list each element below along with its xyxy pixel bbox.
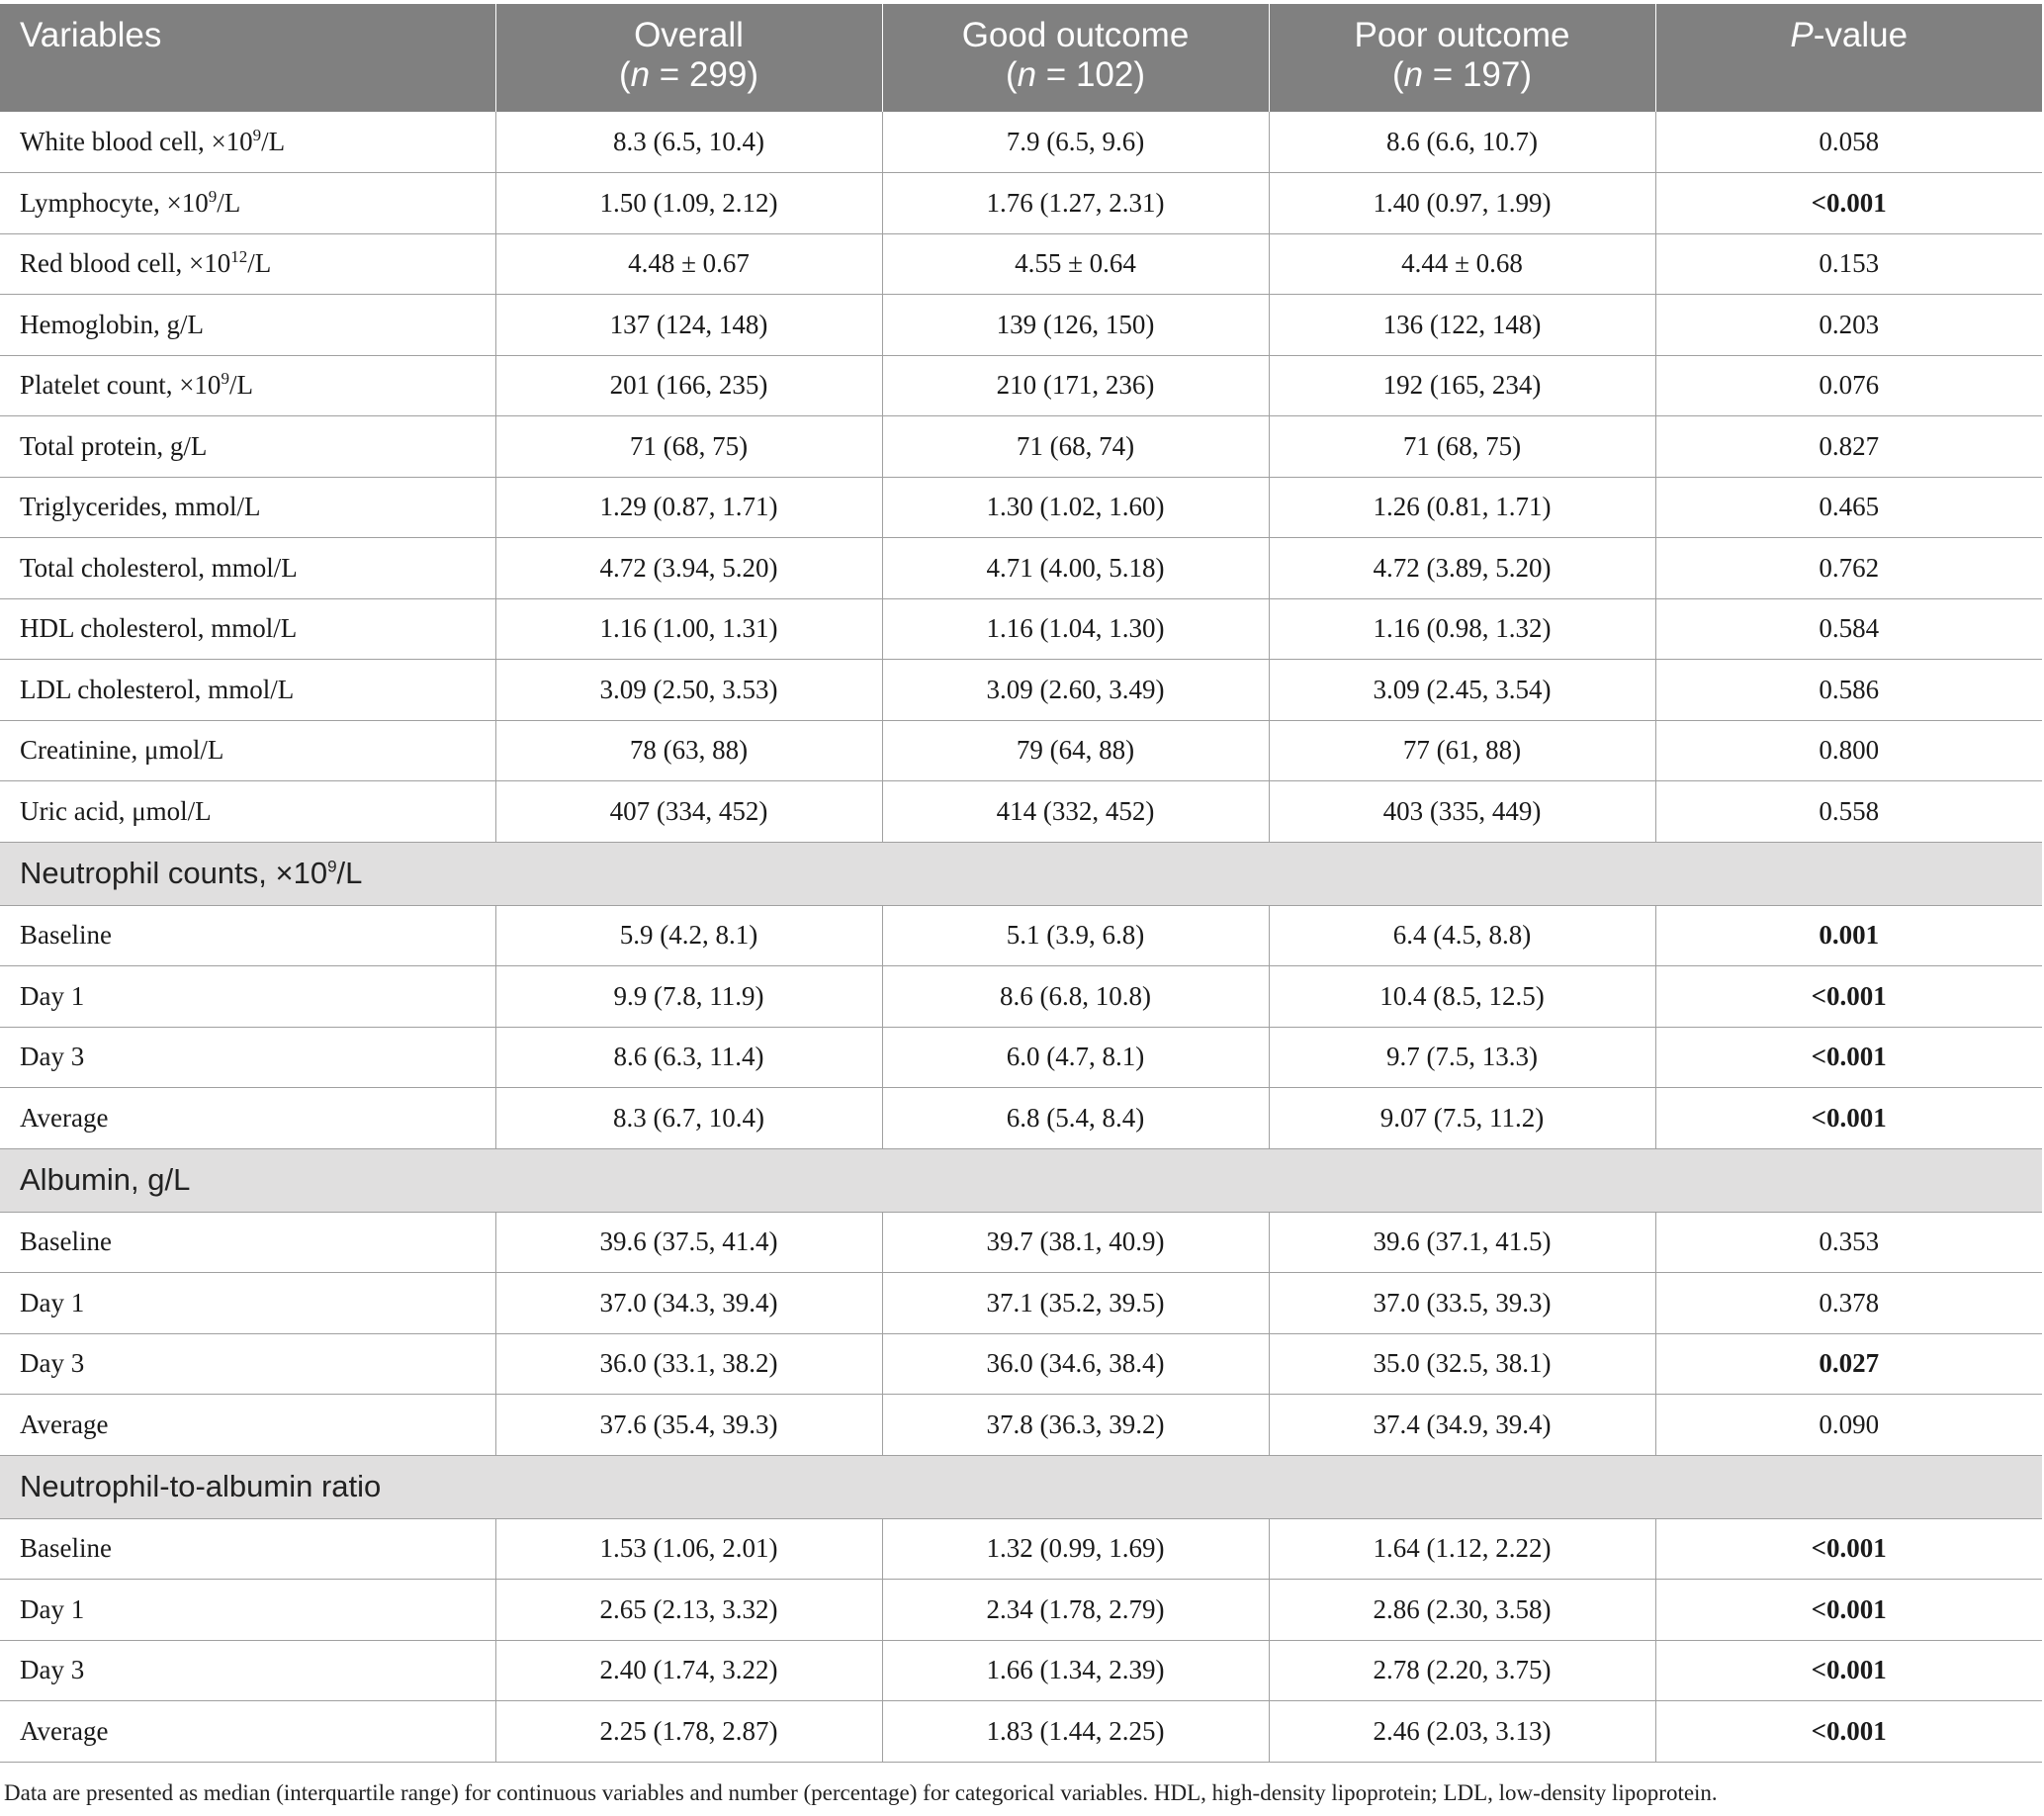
p-value: <0.001 [1655, 1088, 2042, 1149]
row-label [0, 173, 495, 234]
header-good-outcome: Good outcome (n = 102) [882, 4, 1269, 112]
poor-outcome-value: 3.09 (2.45, 3.54) [1269, 660, 1655, 721]
row-label-text: Creatinine, μmol/L [20, 735, 224, 766]
row-label [0, 233, 495, 295]
good-outcome-value: 5.1 (3.9, 6.8) [882, 905, 1269, 966]
poor-outcome-value: 4.72 (3.89, 5.20) [1269, 538, 1655, 599]
p-value: 0.353 [1655, 1212, 2042, 1273]
overall-value: 39.6 (37.5, 41.4) [495, 1212, 882, 1273]
header-overall: Overall (n = 299) [495, 4, 882, 112]
p-value: 0.558 [1655, 781, 2042, 843]
p-value: 0.586 [1655, 660, 2042, 721]
p-value: <0.001 [1655, 1580, 2042, 1641]
good-outcome-value: 1.32 (0.99, 1.69) [882, 1518, 1269, 1580]
section-header-row [0, 1455, 2042, 1518]
table-row [0, 660, 2042, 721]
row-label [0, 295, 495, 356]
row-label: Day 3 [0, 1333, 495, 1395]
table-row [0, 966, 2042, 1028]
row-label: Day 3 [0, 1027, 495, 1088]
row-label [0, 720, 495, 781]
good-outcome-value: 1.30 (1.02, 1.60) [882, 477, 1269, 538]
row-label [0, 112, 495, 173]
row-label-text: Lymphocyte, ×10 [20, 187, 209, 218]
good-outcome-value: 37.8 (36.3, 39.2) [882, 1395, 1269, 1456]
poor-outcome-value: 6.4 (4.5, 8.8) [1269, 905, 1655, 966]
poor-outcome-value: 71 (68, 75) [1269, 416, 1655, 478]
section-title [0, 1148, 2042, 1212]
good-outcome-value: 39.7 (38.1, 40.9) [882, 1212, 1269, 1273]
good-outcome-value: 8.6 (6.8, 10.8) [882, 966, 1269, 1028]
row-label-unit: /L [261, 127, 286, 156]
overall-value: 3.09 (2.50, 3.53) [495, 660, 882, 721]
good-outcome-value: 4.71 (4.00, 5.18) [882, 538, 1269, 599]
table-row [0, 1088, 2042, 1149]
row-label-superscript: 12 [230, 247, 248, 267]
row-label-text: Red blood cell, ×10 [20, 248, 231, 279]
overall-value: 37.6 (35.4, 39.3) [495, 1395, 882, 1456]
p-value: 0.001 [1655, 905, 2042, 966]
overall-value: 2.25 (1.78, 2.87) [495, 1701, 882, 1763]
good-outcome-value: 1.16 (1.04, 1.30) [882, 598, 1269, 660]
overall-value: 2.40 (1.74, 3.22) [495, 1640, 882, 1701]
good-outcome-value: 7.9 (6.5, 9.6) [882, 112, 1269, 173]
section-header-row [0, 1148, 2042, 1212]
poor-outcome-value: 403 (335, 449) [1269, 781, 1655, 843]
row-label: Day 1 [0, 1273, 495, 1334]
overall-value: 9.9 (7.8, 11.9) [495, 966, 882, 1028]
table-row [0, 1212, 2042, 1273]
overall-value: 78 (63, 88) [495, 720, 882, 781]
table-header [0, 4, 2042, 112]
row-label-text: Triglycerides, mmol/L [20, 492, 261, 522]
poor-outcome-value: 1.40 (0.97, 1.99) [1269, 173, 1655, 234]
table-body [0, 112, 2042, 1762]
table-row [0, 355, 2042, 416]
table-row [0, 1395, 2042, 1456]
poor-outcome-value: 9.7 (7.5, 13.3) [1269, 1027, 1655, 1088]
p-value: 0.058 [1655, 112, 2042, 173]
good-outcome-value: 3.09 (2.60, 3.49) [882, 660, 1269, 721]
header-p-value: P-value [1655, 4, 2042, 112]
p-value: 0.800 [1655, 720, 2042, 781]
overall-value: 5.9 (4.2, 8.1) [495, 905, 882, 966]
poor-outcome-value: 136 (122, 148) [1269, 295, 1655, 356]
table-row [0, 1027, 2042, 1088]
row-label [0, 477, 495, 538]
row-label: Day 3 [0, 1640, 495, 1701]
row-label-text: Total protein, g/L [20, 430, 208, 461]
p-value: <0.001 [1655, 1027, 2042, 1088]
row-label: Average [0, 1395, 495, 1456]
section-title [0, 842, 2042, 905]
row-label-text: Uric acid, μmol/L [20, 795, 212, 826]
poor-outcome-value: 2.86 (2.30, 3.58) [1269, 1580, 1655, 1641]
good-outcome-value: 139 (126, 150) [882, 295, 1269, 356]
row-label: Day 1 [0, 966, 495, 1028]
row-label: Baseline [0, 1212, 495, 1273]
overall-value: 8.6 (6.3, 11.4) [495, 1027, 882, 1088]
table-row [0, 781, 2042, 843]
section-title-superscript: 9 [327, 857, 337, 876]
poor-outcome-value: 37.4 (34.9, 39.4) [1269, 1395, 1655, 1456]
good-outcome-value: 2.34 (1.78, 2.79) [882, 1580, 1269, 1641]
table-row [0, 720, 2042, 781]
p-value: <0.001 [1655, 966, 2042, 1028]
poor-outcome-value: 77 (61, 88) [1269, 720, 1655, 781]
table-row [0, 233, 2042, 295]
row-label-text: Hemoglobin, g/L [20, 309, 204, 339]
table-row [0, 173, 2042, 234]
overall-value: 8.3 (6.7, 10.4) [495, 1088, 882, 1149]
row-label-unit: /L [247, 248, 272, 279]
row-label-text: Total cholesterol, mmol/L [20, 552, 298, 583]
p-value: <0.001 [1655, 1518, 2042, 1580]
poor-outcome-value: 2.78 (2.20, 3.75) [1269, 1640, 1655, 1701]
table-row [0, 538, 2042, 599]
table-row [0, 477, 2042, 538]
p-value: 0.076 [1655, 355, 2042, 416]
p-value: <0.001 [1655, 1640, 2042, 1701]
poor-outcome-value: 10.4 (8.5, 12.5) [1269, 966, 1655, 1028]
section-title-unit: /L [336, 856, 363, 890]
overall-value: 8.3 (6.5, 10.4) [495, 112, 882, 173]
p-value: 0.827 [1655, 416, 2042, 478]
p-value: 0.203 [1655, 295, 2042, 356]
overall-value: 4.48 ± 0.67 [495, 233, 882, 295]
p-value: 0.027 [1655, 1333, 2042, 1395]
row-label-text: LDL cholesterol, mmol/L [20, 674, 295, 704]
row-label-text: HDL cholesterol, mmol/L [20, 613, 298, 644]
good-outcome-value: 36.0 (34.6, 38.4) [882, 1333, 1269, 1395]
p-value: 0.378 [1655, 1273, 2042, 1334]
poor-outcome-value: 8.6 (6.6, 10.7) [1269, 112, 1655, 173]
good-outcome-value: 79 (64, 88) [882, 720, 1269, 781]
overall-value: 137 (124, 148) [495, 295, 882, 356]
good-outcome-value: 414 (332, 452) [882, 781, 1269, 843]
section-title-text: Neutrophil-to-albumin ratio [20, 1469, 382, 1503]
overall-value: 2.65 (2.13, 3.32) [495, 1580, 882, 1641]
section-header-row [0, 842, 2042, 905]
p-value: 0.762 [1655, 538, 2042, 599]
overall-value: 36.0 (33.1, 38.2) [495, 1333, 882, 1395]
section-title-text: Neutrophil counts, ×10 [20, 856, 328, 890]
p-value: <0.001 [1655, 1701, 2042, 1763]
header-poor-outcome: Poor outcome (n = 197) [1269, 4, 1655, 112]
row-label: Average [0, 1088, 495, 1149]
row-label-unit: /L [228, 370, 253, 401]
poor-outcome-value: 39.6 (37.1, 41.5) [1269, 1212, 1655, 1273]
good-outcome-value: 1.66 (1.34, 2.39) [882, 1640, 1269, 1701]
poor-outcome-value: 192 (165, 234) [1269, 355, 1655, 416]
table-row [0, 112, 2042, 173]
overall-value: 1.16 (1.00, 1.31) [495, 598, 882, 660]
good-outcome-value: 210 (171, 236) [882, 355, 1269, 416]
poor-outcome-value: 35.0 (32.5, 38.1) [1269, 1333, 1655, 1395]
row-label [0, 660, 495, 721]
overall-value: 1.50 (1.09, 2.12) [495, 173, 882, 234]
row-label-text: White blood cell, ×10 [20, 127, 253, 156]
poor-outcome-value: 1.64 (1.12, 2.22) [1269, 1518, 1655, 1580]
overall-value: 1.29 (0.87, 1.71) [495, 477, 882, 538]
row-label [0, 416, 495, 478]
overall-value: 407 (334, 452) [495, 781, 882, 843]
row-label [0, 355, 495, 416]
good-outcome-value: 71 (68, 74) [882, 416, 1269, 478]
row-label [0, 598, 495, 660]
good-outcome-value: 6.0 (4.7, 8.1) [882, 1027, 1269, 1088]
overall-value: 71 (68, 75) [495, 416, 882, 478]
poor-outcome-value: 1.26 (0.81, 1.71) [1269, 477, 1655, 538]
p-value: 0.465 [1655, 477, 2042, 538]
table-row [0, 1333, 2042, 1395]
section-title-text: Albumin, g/L [20, 1162, 191, 1197]
poor-outcome-value: 9.07 (7.5, 11.2) [1269, 1088, 1655, 1149]
results-table [0, 4, 2042, 1763]
row-label-superscript: 9 [208, 186, 218, 206]
p-value: 0.153 [1655, 233, 2042, 295]
good-outcome-value: 1.83 (1.44, 2.25) [882, 1701, 1269, 1763]
section-title [0, 1455, 2042, 1518]
row-label-superscript: 9 [221, 369, 229, 389]
p-value: <0.001 [1655, 173, 2042, 234]
row-label: Average [0, 1701, 495, 1763]
good-outcome-value: 4.55 ± 0.64 [882, 233, 1269, 295]
poor-outcome-value: 2.46 (2.03, 3.13) [1269, 1701, 1655, 1763]
row-label-superscript: 9 [252, 126, 262, 144]
overall-value: 201 (166, 235) [495, 355, 882, 416]
table-row [0, 1580, 2042, 1641]
overall-value: 1.53 (1.06, 2.01) [495, 1518, 882, 1580]
poor-outcome-value: 37.0 (33.5, 39.3) [1269, 1273, 1655, 1334]
poor-outcome-value: 1.16 (0.98, 1.32) [1269, 598, 1655, 660]
good-outcome-value: 37.1 (35.2, 39.5) [882, 1273, 1269, 1334]
table-row [0, 905, 2042, 966]
table-row [0, 295, 2042, 356]
row-label-text: Platelet count, ×10 [20, 370, 222, 401]
overall-value: 37.0 (34.3, 39.4) [495, 1273, 882, 1334]
header-variables: Variables [0, 4, 495, 112]
p-value: 0.584 [1655, 598, 2042, 660]
poor-outcome-value: 4.44 ± 0.68 [1269, 233, 1655, 295]
row-label: Baseline [0, 905, 495, 966]
table-row [0, 598, 2042, 660]
good-outcome-value: 6.8 (5.4, 8.4) [882, 1088, 1269, 1149]
table-row [0, 1640, 2042, 1701]
good-outcome-value: 1.76 (1.27, 2.31) [882, 173, 1269, 234]
table-row [0, 1273, 2042, 1334]
table-row [0, 416, 2042, 478]
row-label: Day 1 [0, 1580, 495, 1641]
row-label [0, 538, 495, 599]
row-label-unit: /L [217, 187, 241, 218]
table-footnote: Data are presented as median (interquartile range) for continuous variables and number (percentage) for categorical variables. HDL, high-density lipoprotein; LDL, low-density lipoprotein. [4, 1780, 1718, 1805]
table-row [0, 1701, 2042, 1763]
table-row [0, 1518, 2042, 1580]
overall-value: 4.72 (3.94, 5.20) [495, 538, 882, 599]
p-value: 0.090 [1655, 1395, 2042, 1456]
row-label: Baseline [0, 1518, 495, 1580]
row-label [0, 781, 495, 843]
